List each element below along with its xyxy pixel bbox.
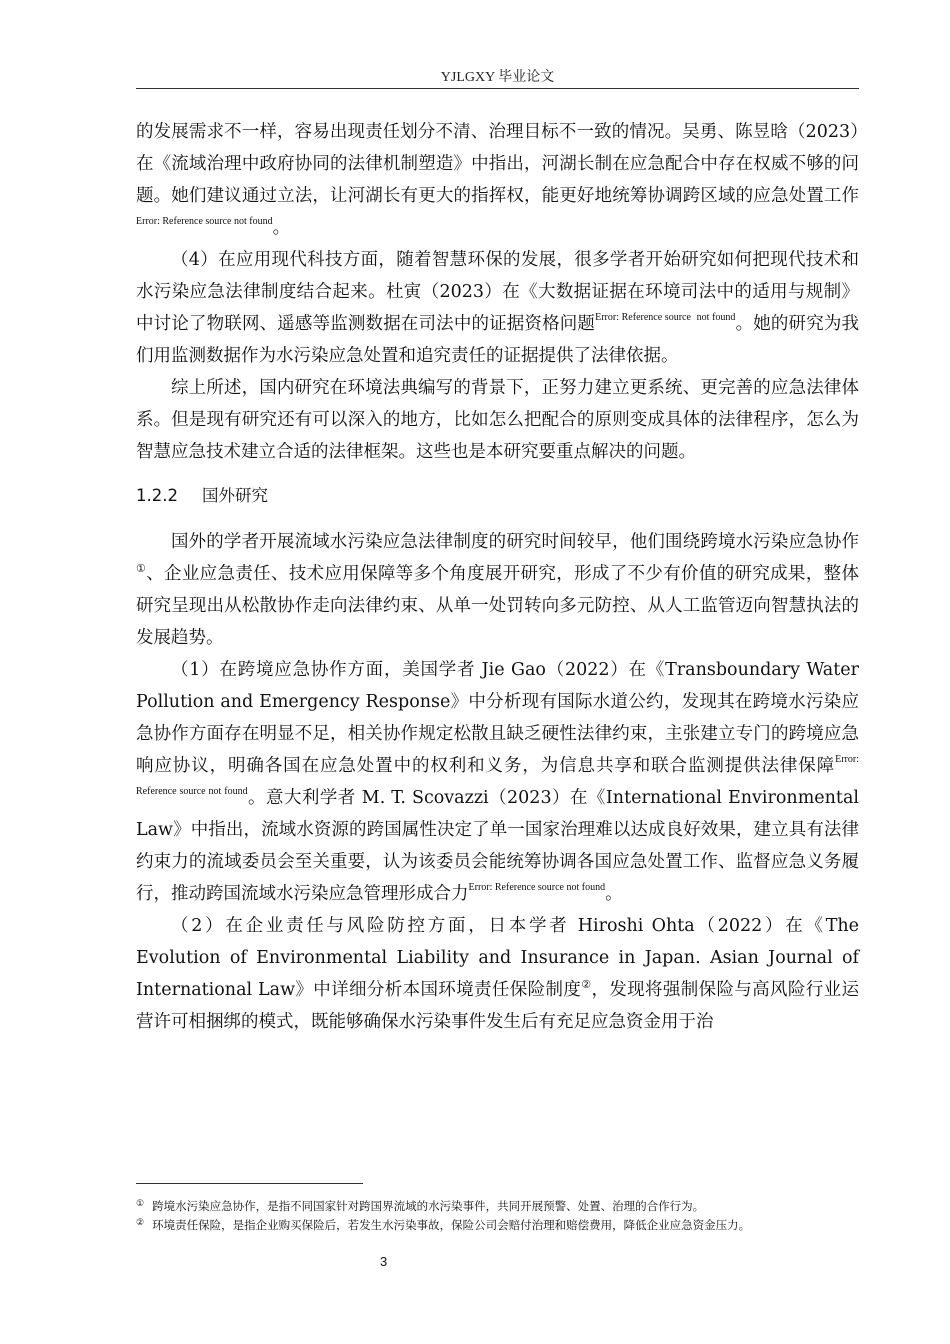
footnotes bbox=[136, 1196, 859, 1234]
paragraph-4-text: 国外的学者开展流域水污染应急法律制度的研究时间较早，他们围绕跨境水污染应急协作 bbox=[171, 532, 859, 552]
paragraph-2-end: 。她的研究为我们用监测数据作为水污染应急处置和追究责任的证据提供了法律依据。 bbox=[136, 314, 860, 366]
body-text bbox=[136, 116, 859, 1038]
paragraph-6-end: ，发现将强制保险与高风险行业运营许可相捆绑的模式，既能够确保水污染事件发生后有充足应急资金用于治 bbox=[136, 980, 859, 1032]
paragraph-5-text: （1）在跨境应急协作方面，美国学者 Jie Gao（2022）在《Transboundary Water Pollution and Emergency Response》中分析现有国际水道公约，发现其在跨境水污染应急协作方面存在明显不足，相关协作规定松散且缺乏硬性法律约束，主张建立专门的跨境应急响应协议，明确各国在应急处置中的权利和义务，为信息共享和联合监测提供法律保障 bbox=[136, 660, 859, 776]
reference-error: Error: Reference source not found bbox=[136, 216, 273, 227]
paragraph-2 bbox=[136, 244, 859, 372]
footnote-1-text: 跨境水污染应急协作，是指不同国家针对跨国界流域的水污染事件，共同开展预警、处置、治理的合作行为。 bbox=[152, 1199, 705, 1213]
footnote-2-mark: ② bbox=[136, 1218, 145, 1228]
footnote-2 bbox=[136, 1215, 859, 1234]
reference-error: Error: Reference source not found bbox=[136, 754, 859, 797]
paragraph-4-end: 、企业应急责任、技术应用保障等多个角度展开研究，形成了不少有价值的研究成果，整体研究呈现出从松散协作走向法律约束、从单一处罚转向多元防控、从人工监管迈向智慧执法的发展趋势。 bbox=[136, 564, 859, 648]
paragraph-5 bbox=[136, 654, 859, 910]
paragraph-6-text: （2）在企业责任与风险防控方面，日本学者 Hiroshi Ohta（2022）在《The Evolution of Environmental Liability and Insurance in Japan. Asian Journal of International Law》中详细分析本国环境责任保险制度 bbox=[136, 916, 859, 1000]
section-heading bbox=[136, 480, 859, 512]
paragraph-3: 综上所述，国内研究在环境法典编写的背景下，正努力建立更系统、更完善的应急法律体系。但是现有研究还有可以深入的地方，比如怎么把配合的原则变成具体的法律程序，怎么为智慧应急技术建立合适的法律框架。这些也是本研究要重点解决的问题。 bbox=[136, 378, 859, 462]
section-number: 1.2.2 bbox=[136, 486, 178, 505]
section-title: 国外研究 bbox=[201, 486, 268, 505]
paragraph-4 bbox=[136, 526, 859, 654]
footnote-2-text: 环境责任保险，是指企业购买保险后，若发生水污染事故，保险公司会赔付治理和赔偿费用，降低企业应急资金压力。 bbox=[152, 1218, 751, 1232]
paragraph-1-text: 的发展需求不一样，容易出现责任划分不清、治理目标不一致的情况。吴勇、陈昱晗（2023）在《流域治理中政府协同的法律机制塑造》中指出，河湖长制在应急配合中存在权威不够的问题。她们建议通过立法，让河湖长有更大的指挥权，能更好地统筹协调跨区域的应急处置工作 bbox=[136, 122, 859, 206]
footnote-ref-1[interactable]: ① bbox=[136, 562, 147, 575]
paragraph-1 bbox=[136, 116, 859, 244]
reference-error: Error: Reference source not found bbox=[468, 882, 606, 893]
header-rule bbox=[136, 88, 859, 89]
page-number: 3 bbox=[380, 1254, 388, 1269]
footnote-1-mark: ① bbox=[136, 1199, 145, 1209]
reference-error-part1: Error: Reference source bbox=[595, 312, 691, 323]
page-header: YJLGXY 毕业论文 bbox=[440, 70, 555, 85]
paragraph-1-end: 。 bbox=[272, 218, 291, 238]
paragraph-5-middle: 。意大利学者 M. T. Scovazzi（2023）在《International Environmental Law》中指出，流域水资源的跨国属性决定了单一国家治理难以达成良好效果，建立具有法律约束力的流域委员会至关重要，认为该委员会能统筹协调各国应急处置工作、监督应急义务履行，推动跨国流域水污染应急管理形成合力 bbox=[136, 788, 859, 904]
footnote-ref-2[interactable]: ② bbox=[581, 978, 592, 991]
paragraph-5-end: 。 bbox=[605, 884, 623, 904]
footnote-1 bbox=[136, 1196, 859, 1215]
paragraph-6 bbox=[136, 910, 859, 1038]
reference-error-part2: not found bbox=[696, 312, 736, 323]
footnote-rule bbox=[136, 1183, 363, 1184]
paragraph-2-text: （4）在应用现代科技方面，随着智慧环保的发展，很多学者开始研究如何把现代技术和水污染应急法律制度结合起来。杜寅（2023）在《大数据证据在环境司法中的适用与规制》中讨论了物联网、遥感等监测数据在司法中的证据资格问题 bbox=[136, 250, 859, 334]
